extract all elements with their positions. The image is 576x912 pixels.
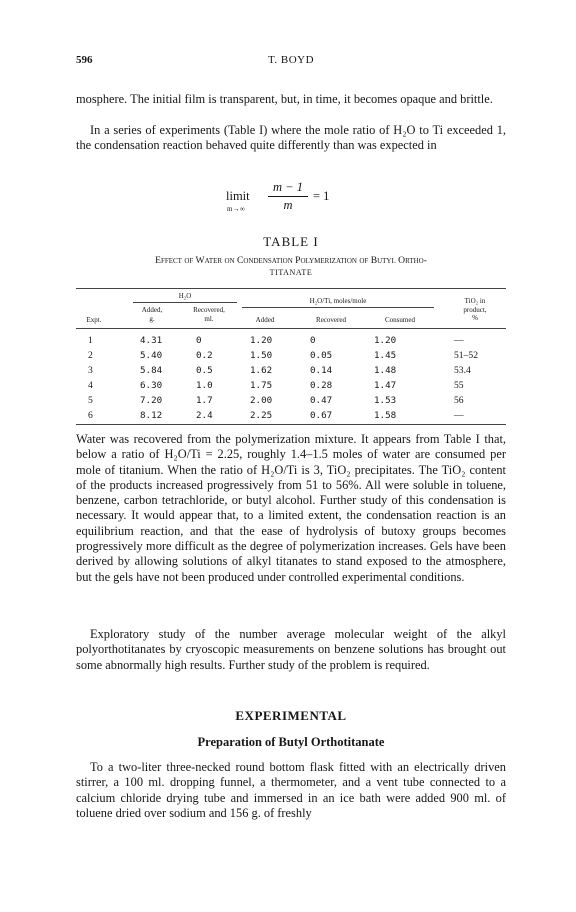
- cell-ratio-recovered: 0.28: [310, 380, 333, 391]
- cell-h2o-added: 6.30: [140, 380, 163, 391]
- cell-ratio-consumed: 1.47: [374, 380, 397, 391]
- header-h2o-group: H₂O: [178, 292, 192, 300]
- paragraph-exploratory-study: Exploratory study of the number average molecular weight of the alkyl polyorthotitanates by cryoscopic measurements on benzene solutions has brought out some abnormally high results. Further study of the problem is required.: [76, 627, 506, 672]
- cell-ratio-added: 1.50: [250, 350, 273, 361]
- subsection-heading: Preparation of Butyl Orthotitanate: [197, 735, 385, 749]
- equation-rhs: = 1: [313, 189, 330, 203]
- paragraph-continuation: mosphere. The initial film is transparent, but, in time, it becomes opaque and brittle.: [76, 92, 493, 106]
- cell-h2o-added: 5.84: [140, 365, 163, 376]
- equation-numerator: m − 1: [273, 180, 303, 194]
- cell-ratio-recovered: 0.05: [310, 350, 333, 361]
- cell-ratio-added: 1.62: [250, 365, 273, 376]
- table-bottom-rule: [76, 424, 506, 425]
- equation-fraction: [268, 180, 308, 213]
- table-header-rule: [76, 328, 506, 329]
- cell-h2o-added: 7.20: [140, 395, 163, 406]
- cell-tio2: —: [454, 335, 464, 346]
- cell-ratio-consumed: 1.20: [374, 335, 397, 346]
- cell-expt: 6: [88, 410, 93, 421]
- paragraph-preparation: To a two-liter three-necked round bottom flask fitted with an electrically driven stirrer, a 100 ml. dropping funnel, a thermometer, and a vent tube connected to a calcium chloride drying tube and immersed in an ice bath were added 900 ml. of toluene dried over sodium and 156 g. of freshly: [76, 760, 506, 820]
- section-heading: EXPERIMENTAL: [235, 708, 347, 723]
- header-tio2: TiO₂ in product, %: [463, 297, 487, 322]
- cell-h2o-recovered: 2.4: [196, 410, 213, 421]
- cell-expt: 3: [88, 365, 93, 376]
- cell-ratio-consumed: 1.53: [374, 395, 397, 406]
- cell-ratio-recovered: 0.14: [310, 365, 333, 376]
- rule-ratio-group: [242, 307, 434, 308]
- cell-h2o-added: 5.40: [140, 350, 163, 361]
- fraction-bar: [268, 196, 308, 197]
- cell-h2o-recovered: 1.7: [196, 395, 213, 406]
- cell-tio2: —: [454, 410, 464, 421]
- header-added-g: Added, g.: [141, 306, 163, 323]
- cell-expt: 4: [88, 380, 93, 391]
- cell-ratio-added: 1.20: [250, 335, 273, 346]
- header-recovered-ml: Recovered, ml.: [193, 306, 225, 323]
- equation-denominator: m: [283, 198, 293, 212]
- equation-limit-subscript: m→∞: [227, 205, 246, 213]
- header-ratio-group: H₂O/Ti, moles/mole: [309, 297, 367, 305]
- cell-h2o-recovered: 1.0: [196, 380, 213, 391]
- cell-tio2: 53.4: [454, 365, 471, 376]
- paragraph-series-experiments: In a series of experiments (Table I) where the mole ratio of H₂O to Ti exceeded 1, the condensation reaction behaved quite differently than was expected in: [76, 123, 506, 153]
- cell-ratio-added: 2.25: [250, 410, 273, 421]
- cell-ratio-consumed: 1.45: [374, 350, 397, 361]
- table-caption: Effect of Water on Condensation Polymerization of Butyl Ortho-: [155, 255, 427, 266]
- cell-expt: 5: [88, 395, 93, 406]
- cell-ratio-recovered: 0: [310, 335, 316, 346]
- header-ratio-added: Added: [255, 316, 275, 324]
- cell-h2o-recovered: 0.5: [196, 365, 213, 376]
- cell-tio2: 55: [454, 380, 464, 391]
- equation-limit: limit: [226, 189, 250, 203]
- running-head: T. BOYD: [267, 54, 315, 66]
- table-caption-continued: TITANATE: [269, 268, 313, 277]
- page-number: 596: [76, 54, 93, 66]
- cell-expt: 2: [88, 350, 93, 361]
- cell-ratio-added: 2.00: [250, 395, 273, 406]
- cell-h2o-recovered: 0: [196, 335, 202, 346]
- cell-h2o-added: 8.12: [140, 410, 163, 421]
- table-title: TABLE I: [263, 234, 319, 249]
- cell-ratio-consumed: 1.58: [374, 410, 397, 421]
- cell-tio2: 56: [454, 395, 464, 406]
- cell-h2o-added: 4.31: [140, 335, 163, 346]
- paragraph-water-recovered: Water was recovered from the polymerization mixture. It appears from Table I that, below a ratio of H₂O/Ti = 2.25, roughly 1.4–1.5 moles of water are consumed per mole of titanium. When the ratio of H₂O/Ti is 3, TiO₂ precipitates. The TiO₂ content of the products increased progressively from 51 to 56%. All were soluble in toluene, benzene, carbon tetrachloride, or butyl alcohol. Further study of this condensation is necessary. It would appear that, to a limited extent, the condensation reaction is an equilibrium reaction, and that the ease of hydrolysis of butoxy groups becomes progressively more difficult as the degree of polymerization increases. Gels have been derived by allowing solutions of alkyl titanates to stand exposed to the atmosphere, but the gels have not been produced under controlled experimental conditions.: [76, 432, 506, 584]
- limit-equation: [226, 180, 356, 218]
- table-top-rule: [76, 288, 506, 289]
- cell-expt: 1: [88, 335, 93, 346]
- header-ratio-consumed: Consumed: [385, 316, 415, 324]
- header-expt: Expt.: [86, 316, 102, 324]
- cell-ratio-recovered: 0.47: [310, 395, 333, 406]
- cell-tio2: 51–52: [454, 350, 478, 361]
- cell-ratio-recovered: 0.67: [310, 410, 333, 421]
- rule-h2o-group: [133, 302, 237, 303]
- header-ratio-recovered: Recovered: [316, 316, 346, 324]
- page-header: [76, 54, 506, 70]
- cell-ratio-added: 1.75: [250, 380, 273, 391]
- cell-h2o-recovered: 0.2: [196, 350, 213, 361]
- cell-ratio-consumed: 1.48: [374, 365, 397, 376]
